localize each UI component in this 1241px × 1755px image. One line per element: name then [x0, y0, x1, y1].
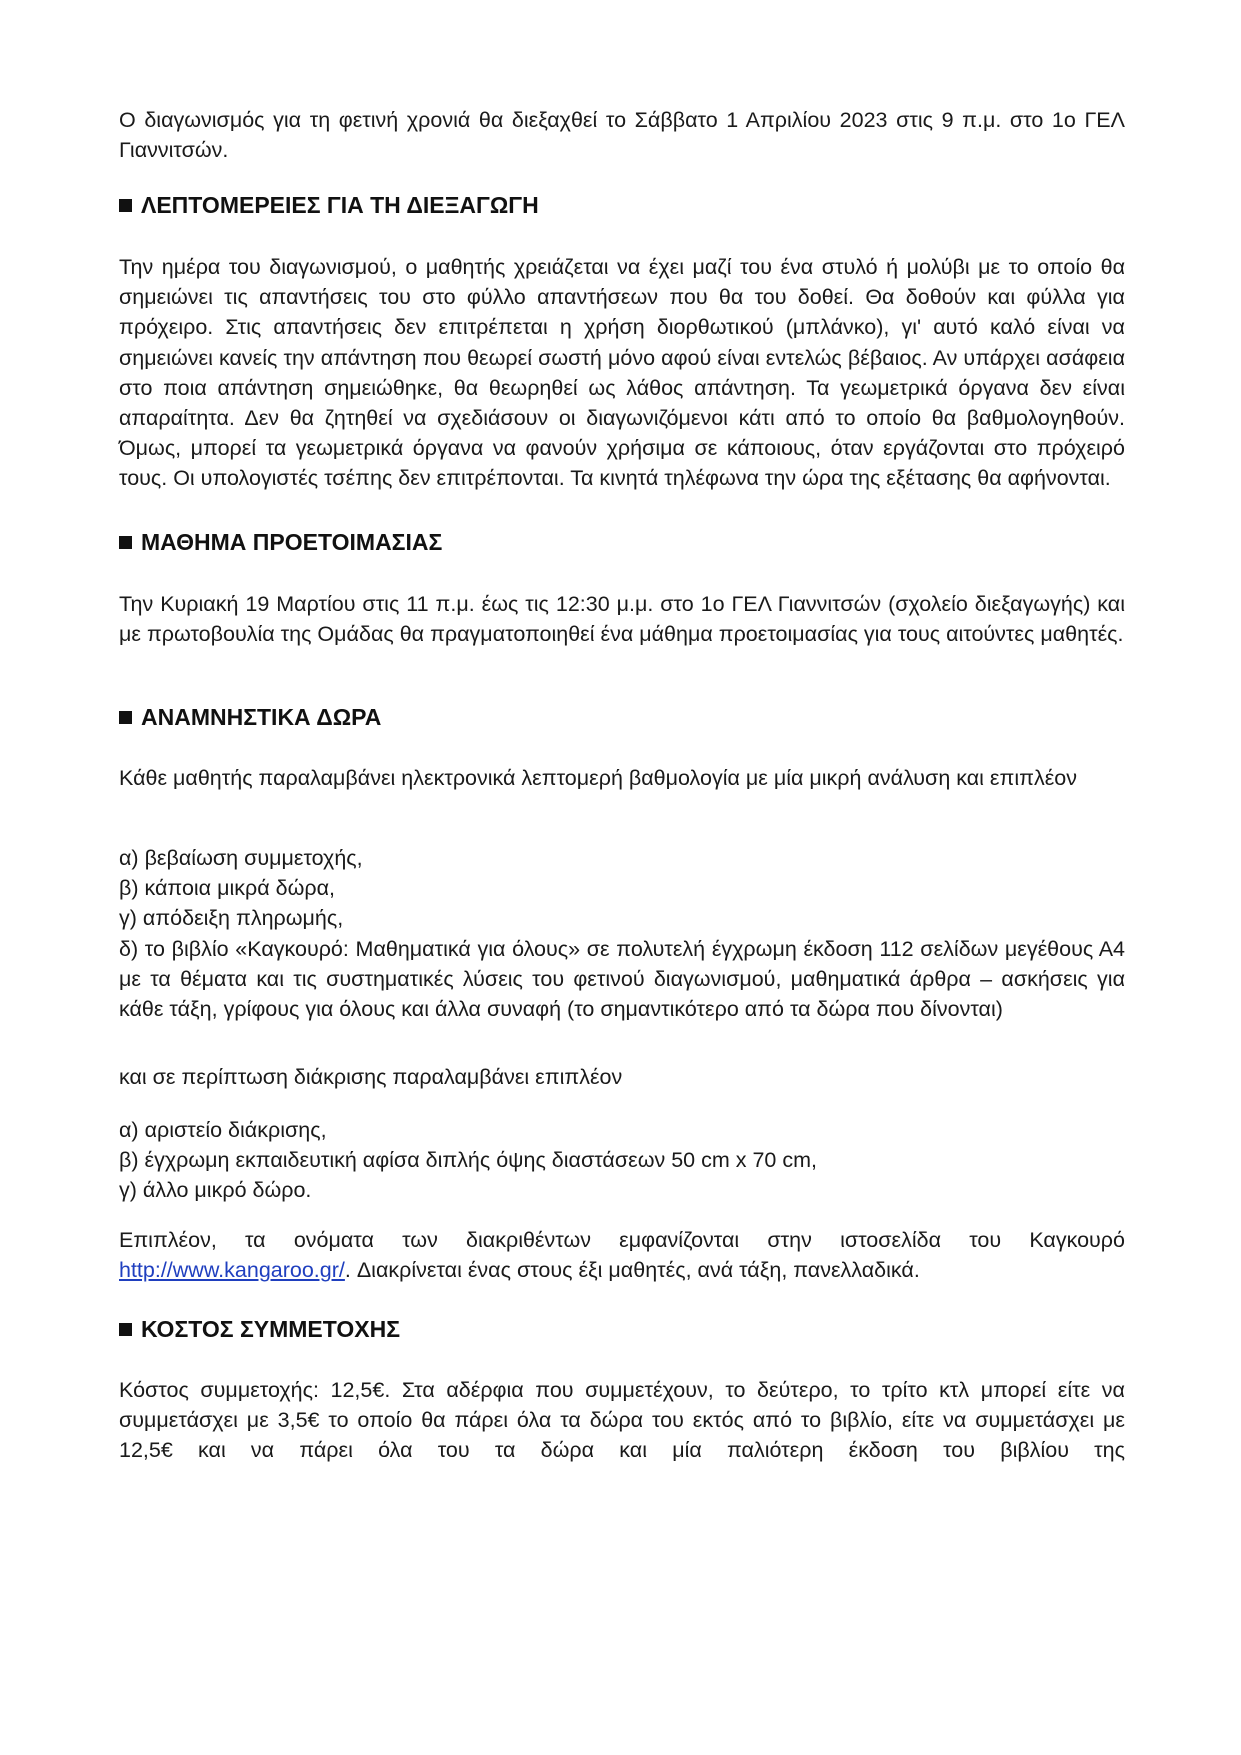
intro-paragraph: Ο διαγωνισμός για τη φετινή χρονιά θα διεξαχθεί το Σάββατο 1 Απριλίου 2023 στις 9 π.μ. στο 1ο ΓΕΛ Γιαννιτσών.	[119, 108, 1125, 163]
kangaroo-website-link[interactable]: http://www.kangaroo.gr/	[119, 1258, 345, 1283]
black-square-icon	[119, 1323, 132, 1336]
black-square-icon	[119, 199, 132, 212]
list-item: α) βεβαίωση συμμετοχής,	[119, 846, 363, 870]
section-heading-gifts: ΑΝΑΜΝΗΣΤΙΚΑ ΔΩΡΑ	[119, 702, 381, 732]
section-heading-cost: ΚΟΣΤΟΣ ΣΥΜΜΕΤΟΧΗΣ	[119, 1314, 400, 1344]
section-heading-preparation: ΜΑΘΗΜΑ ΠΡΟΕΤΟΙΜΑΣΙΑΣ	[119, 527, 442, 557]
distinction-gifts-list	[119, 1115, 1125, 1206]
gifts-list	[119, 843, 1125, 1024]
details-paragraph: Την ημέρα του διαγωνισμού, ο μαθητής χρειάζεται να έχει μαζί του ένα στυλό ή μολύβι με το οποίο θα σημειώνει τις απαντήσεις του στο φύλλο απαντήσεων που θα του δοθεί. Θα δοθούν και φύλλα για πρόχειρο. Στις απαντήσεις δεν επιτρέπεται η χρήση διορθωτικού (μπλάνκο), γι' αυτό καλό είναι να σημειώνει κανείς την απάντηση που θεωρεί σωστή μόνο αφού είναι εντελώς βέβαιος. Αν υπάρχει ασάφεια στο ποια απάντηση σημειώθηκε, θα θεωρηθεί ως λάθος απάντηση. Τα γεωμετρικά όργανα δεν είναι απαραίτητα. Δεν θα ζητηθεί να σχεδιάσουν οι διαγωνιζόμενοι κάτι από το οποίο θα βαθμολογηθούν. Όμως, μπορεί τα γεωμετρικά όργανα να φανούν χρήσιμα σε κάποιους, όταν εργάζονται στο πρόχειρό τους. Οι υπολογιστές τσέπης δεν επιτρέπονται. Τα κινητά τηλέφωνα την ώρα της εξέτασης θα αφήνονται.	[119, 255, 1125, 491]
list-item: α) αριστείο διάκρισης,	[119, 1118, 327, 1142]
preparation-paragraph: Την Κυριακή 19 Μαρτίου στις 11 π.μ. έως τις 12:30 μ.μ. στο 1ο ΓΕΛ Γιαννιτσών (σχολείο διεξαγωγής) και με πρωτοβουλία της Ομάδας θα πραγματοποιηθεί ένα μάθημα προετοιμασίας για τους αιτούντες μαθητές.	[119, 592, 1125, 647]
list-item: β) έγχρωμη εκπαιδευτική αφίσα διπλής όψης διαστάσεων 50 cm x 70 cm,	[119, 1148, 817, 1173]
section-heading-details: ΛΕΠΤΟΜΕΡΕΙΕΣ ΓΙΑ ΤΗ ΔΙΕΞΑΓΩΓΗ	[119, 190, 539, 220]
list-item: γ) άλλο μικρό δώρο.	[119, 1178, 312, 1203]
black-square-icon	[119, 536, 132, 549]
black-square-icon	[119, 711, 132, 724]
distinction-intro-paragraph: και σε περίπτωση διάκρισης παραλαμβάνει επιπλέον	[119, 1065, 623, 1089]
website-paragraph: Επιπλέον, τα ονόματα των διακριθέντων εμφανίζονται στην ιστοσελίδα του Καγκουρό http://www.kangaroo.gr/. Διακρίνεται ένας στους έξι μαθητές, ανά τάξη, πανελλαδικά.	[119, 1228, 1125, 1283]
list-item: β) κάποια μικρά δώρα,	[119, 876, 336, 901]
cost-paragraph: Κόστος συμμετοχής: 12,5€. Στα αδέρφια που συμμετέχουν, το δεύτερο, το τρίτο κτλ μπορεί είτε να συμμετάσχει με 3,5€ το οποίο θα πάρει όλα τα δώρα του εκτός από το βιβλίο, είτε να συμμετάσχει με 12,5€ και να πάρει όλα του τα δώρα και μία παλιότερη έκδοση του βιβλίου της	[119, 1378, 1125, 1463]
list-item: γ) απόδειξη πληρωμής,	[119, 906, 344, 931]
list-item: δ) το βιβλίο «Καγκουρό: Μαθηματικά για όλους» σε πολυτελή έγχρωμη έκδοση 112 σελίδων μεγέθους Α4 με τα θέματα και τις συστηματικές λύσεις του φετινού διαγωνισμού, μαθηματικά άρθρα – ασκήσεις για κάθε τάξη, γρίφους για όλους και άλλα συναφή (το σημαντικότερο από τα δώρα που δίνονται)	[119, 936, 1125, 1022]
gifts-intro-paragraph: Κάθε μαθητής παραλαμβάνει ηλεκτρονικά λεπτομερή βαθμολογία με μία μικρή ανάλυση και επιπλέον	[119, 766, 1077, 790]
